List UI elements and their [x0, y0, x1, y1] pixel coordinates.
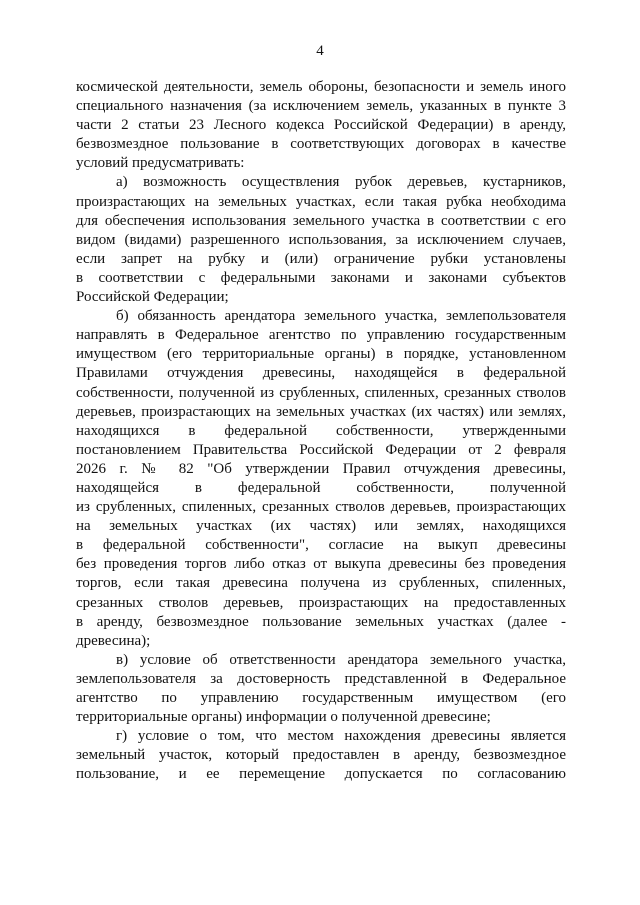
text-line: торгов, если такая древесина получена из срубленных, спиленных, — [76, 575, 566, 592]
text-line: находящихся в федеральной собственности, утвержденными — [76, 422, 566, 439]
text-line: части 2 статьи 23 Лесного кодекса Российской Федерации) в аренду, — [76, 117, 566, 134]
text-line: деревьев, произрастающих на земельных участках (их частях) или землях, — [76, 403, 566, 420]
text-line: космической деятельности, земель обороны, безопасности и земель иного — [76, 79, 566, 95]
page-number: 4 — [316, 43, 324, 59]
text-line: собственности, полученной из срубленных, спиленных, срезанных стволов — [76, 384, 566, 401]
text-line: если запрет на рубку и (или) ограничение рубки установлены — [76, 250, 566, 267]
text-line: древесина); — [76, 632, 151, 649]
text-line: из срубленных, спиленных, срезанных стволов деревьев, произрастающих — [76, 499, 566, 516]
text-line: безвозмездное пользование в соответствующих договорах в качестве — [76, 136, 566, 153]
text-line: землепользователя за достоверность представленной в Федеральное — [76, 670, 566, 687]
text-line: г) условие о том, что местом нахождения древесины является — [116, 728, 566, 745]
text-line: территориальные органы) информации о полученной древесине; — [76, 709, 491, 726]
text-line: б) обязанность арендатора земельного участка, землепользователя — [116, 308, 566, 325]
text-line: в) условие об ответственности арендатора земельного участка, — [116, 651, 566, 668]
text-line: а) возможность осуществления рубок деревьев, кустарников, — [116, 174, 566, 191]
text-line: имуществом (его территориальные органы) в порядке, установленном — [76, 346, 566, 363]
text-line: Правилами отчуждения древесины, находящейся в федеральной — [76, 365, 566, 382]
text-line: в федеральной собственности", согласие на выкуп древесины — [76, 537, 566, 554]
text-line: специального назначения (за исключением земель, указанных в пункте 3 — [76, 98, 566, 115]
text-line: Российской Федерации; — [76, 289, 229, 306]
text-line: без проведения торгов либо отказ от выкупа древесины без проведения — [76, 556, 566, 573]
text-line: находящейся в федеральной собственности, полученной — [76, 479, 566, 496]
text-line: для обеспечения использования земельного участка в соответствии с его — [76, 212, 566, 229]
text-line: на земельных участках (их частях) или землях, находящихся — [76, 518, 566, 535]
text-line: земельный участок, который предоставлен в аренду, безвозмездное — [76, 747, 566, 764]
text-line: пользование, и ее перемещение допускается по согласованию — [76, 766, 566, 783]
text-line: 2026 г. № 82 "Об утверждении Правил отчуждения древесины, — [76, 460, 566, 477]
text-line: постановлением Правительства Российской Федерации от 2 февраля — [76, 441, 566, 458]
text-line: в соответствии с федеральными законами и законами субъектов — [76, 269, 566, 286]
document-body — [76, 78, 566, 784]
text-line: произрастающих на земельных участках, если такая рубка необходима — [76, 193, 566, 210]
text-line: агентство по управлению государственным имуществом (его — [76, 690, 566, 706]
text-line: в аренду, безвозмездное пользование земельных участках (далее - — [76, 613, 566, 630]
text-line: срезанных стволов деревьев, произрастающих на предоставленных — [76, 594, 566, 611]
text-line: условий предусматривать: — [76, 155, 245, 172]
text-line: видом (видами) разрешенного использования, за исключением случаев, — [76, 231, 566, 248]
text-line: направлять в Федеральное агентство по управлению государственным — [76, 327, 566, 344]
